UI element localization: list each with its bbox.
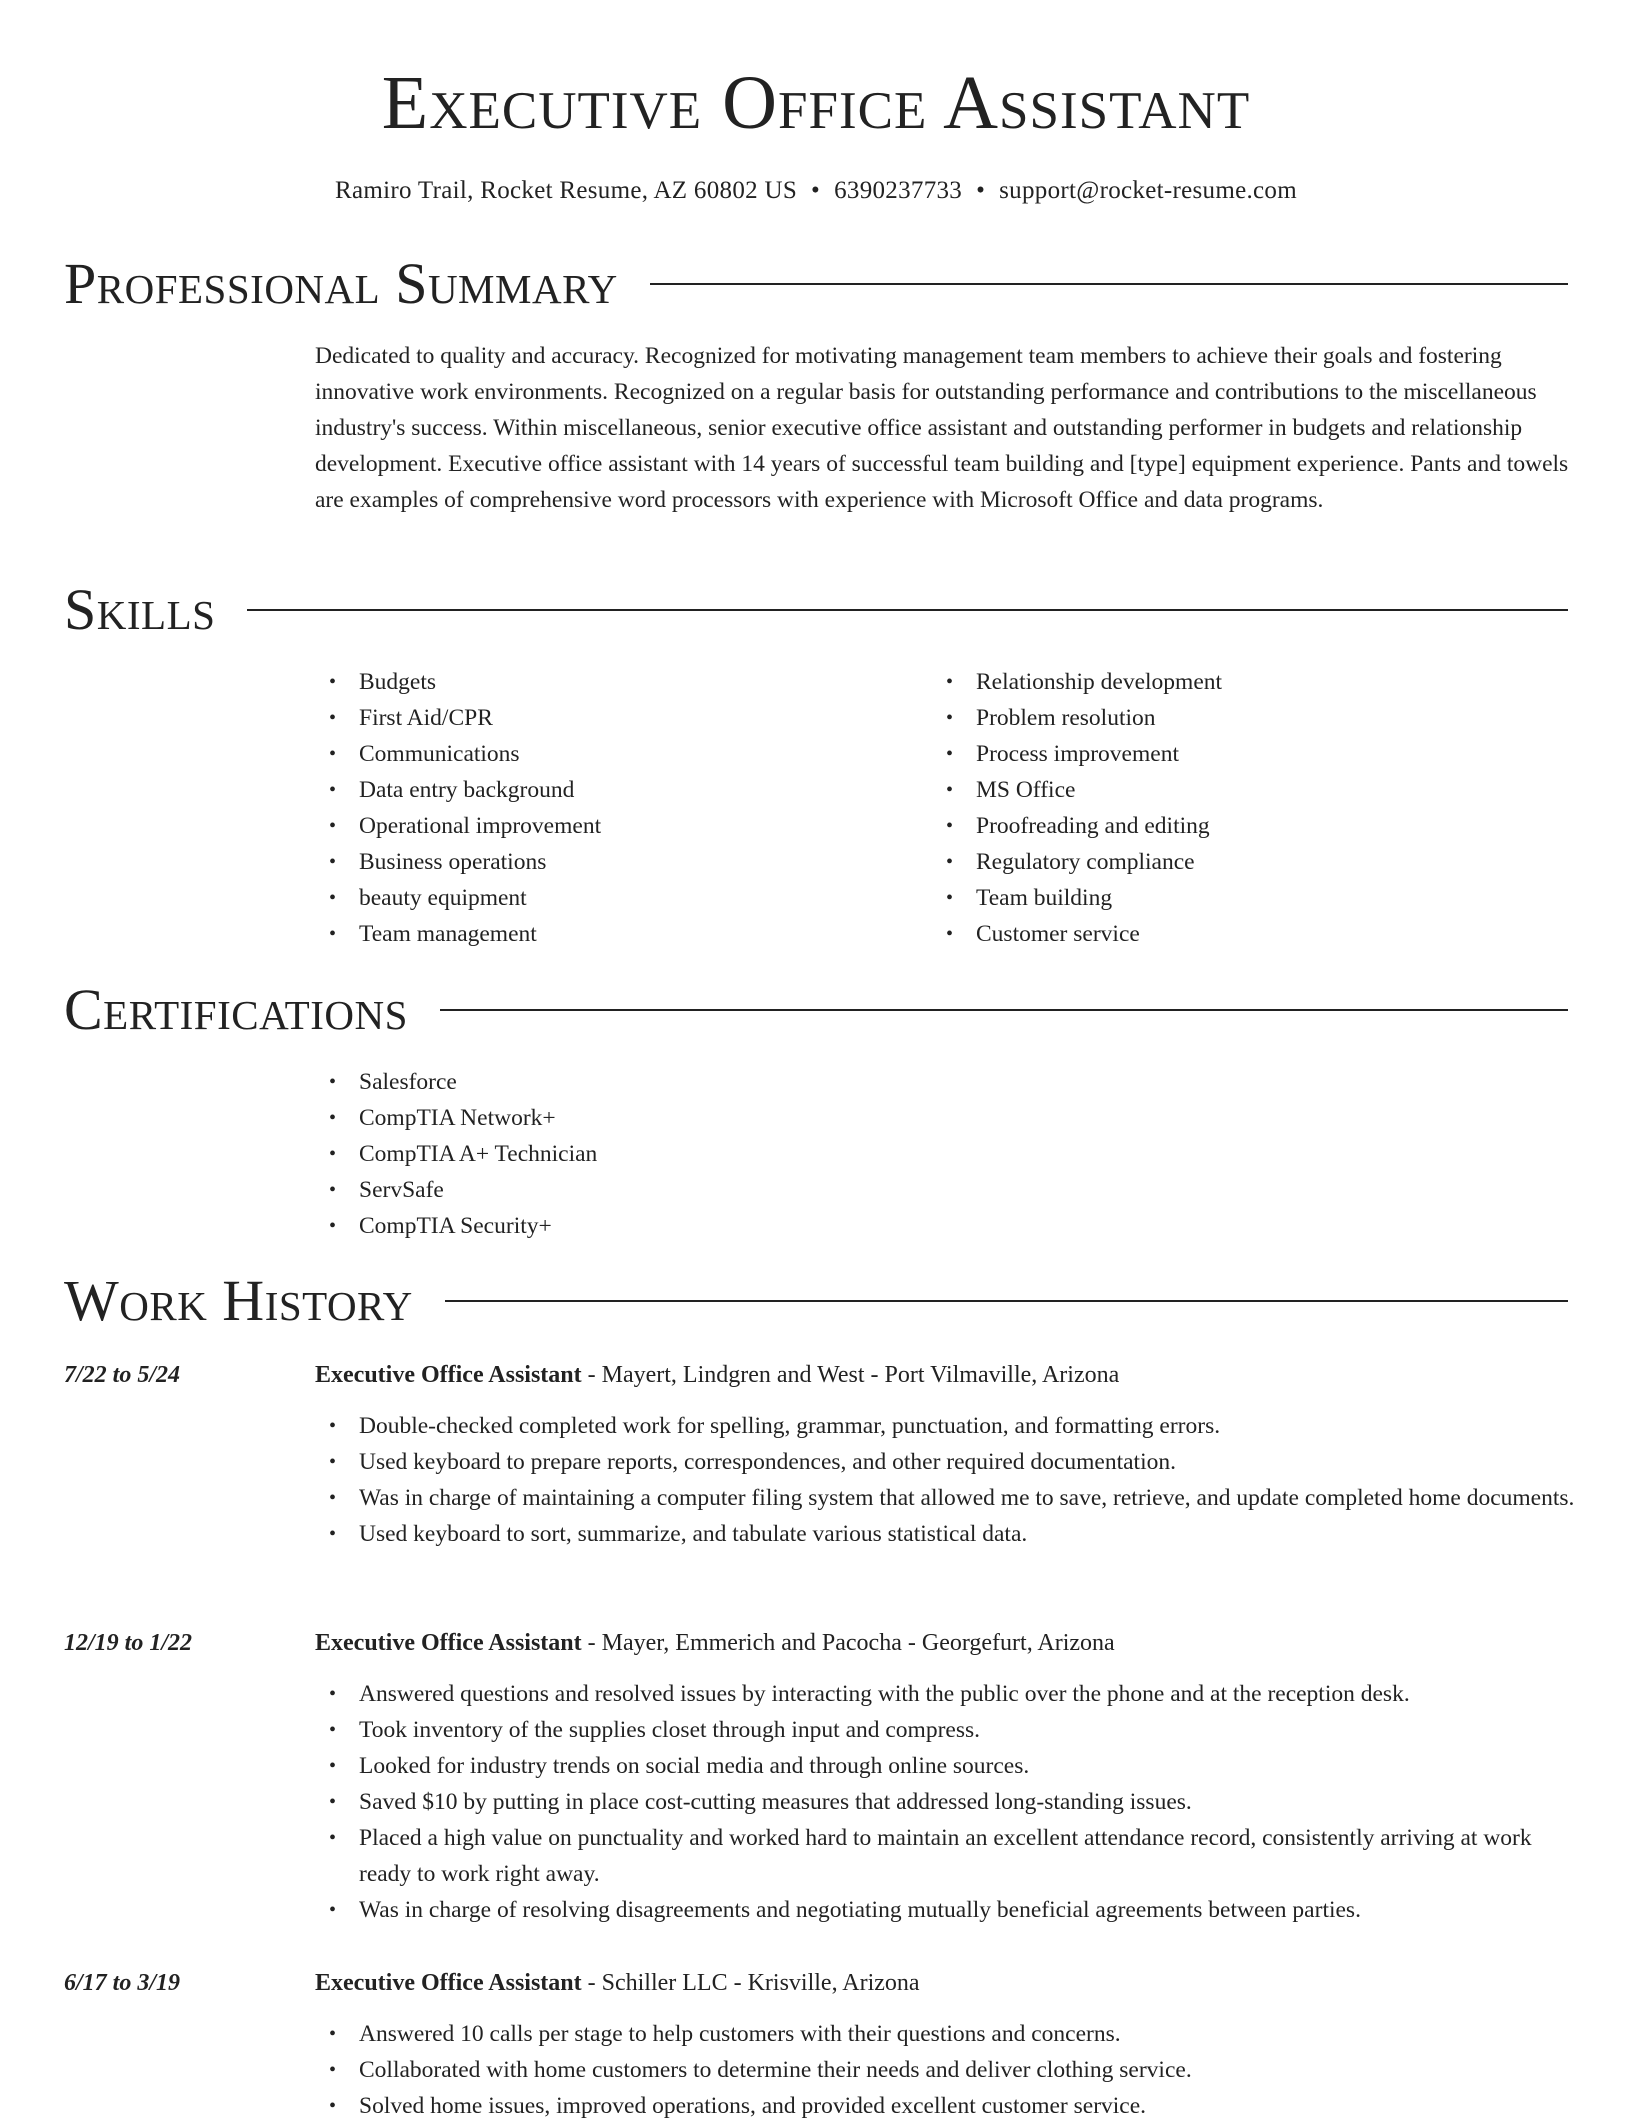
- certification-item: [315, 1136, 1515, 1172]
- skill-item-text: Regulatory compliance: [976, 849, 1195, 875]
- bullet-icon: •: [329, 1827, 337, 1849]
- certification-item-text: CompTIA A+ Technician: [359, 1141, 598, 1167]
- skill-item: [932, 736, 1572, 772]
- bullet-icon: •: [329, 1683, 337, 1705]
- bullet-icon: •: [946, 815, 954, 837]
- skill-item: [932, 844, 1572, 880]
- section-divider: [440, 1009, 1568, 1011]
- bullet-icon: •: [329, 1755, 337, 1777]
- bullet-icon: •: [946, 671, 954, 693]
- job-bullet-text: Used keyboard to prepare reports, correspondences, and other required documentation.: [359, 1449, 1176, 1475]
- certifications-section-title: Certifications: [64, 977, 408, 1042]
- job-bullet-text: Looked for industry trends on social media and through online sources.: [359, 1753, 1030, 1779]
- job-role: Executive Office Assistant: [315, 1630, 582, 1656]
- bullet-icon: •: [946, 851, 954, 873]
- skill-item-text: Problem resolution: [976, 705, 1156, 731]
- certification-item-text: ServSafe: [359, 1177, 444, 1203]
- job-header: [315, 1966, 920, 2000]
- summary-section-title: Professional Summary: [64, 251, 618, 316]
- skill-item-text: Business operations: [359, 849, 547, 875]
- skills-section-title: Skills: [64, 577, 216, 642]
- job-bullet: [315, 1676, 1575, 1712]
- bullet-icon: •: [329, 2095, 337, 2117]
- job-bullet: [315, 1712, 1575, 1748]
- job-bullet-text: Double-checked completed work for spelling, grammar, punctuation, and formatting errors.: [359, 1413, 1221, 1439]
- skill-item-text: Proofreading and editing: [976, 813, 1210, 839]
- skill-item: [315, 736, 915, 772]
- job-employer: - Mayer, Emmerich and Pacocha - Georgefurt, Arizona: [581, 1630, 1115, 1656]
- work-history-section-title: Work History: [64, 1268, 413, 1333]
- certification-item: [315, 1172, 1515, 1208]
- section-divider: [650, 283, 1568, 285]
- skill-item: [315, 772, 915, 808]
- bullet-icon: •: [329, 1107, 337, 1129]
- certifications-list-container: [315, 1064, 1515, 1244]
- bullet-icon: •: [329, 2023, 337, 2045]
- contact-separator: •: [811, 177, 821, 204]
- bullet-icon: •: [946, 887, 954, 909]
- bullet-icon: •: [329, 743, 337, 765]
- job-role: Executive Office Assistant: [315, 1970, 582, 1996]
- skills-column-2: [932, 664, 1572, 952]
- bullet-icon: •: [329, 1523, 337, 1545]
- bullet-icon: •: [329, 1899, 337, 1921]
- skill-item: [315, 664, 915, 700]
- job-bullet: [315, 1516, 1575, 1552]
- bullet-icon: •: [329, 671, 337, 693]
- job-header: [315, 1358, 1119, 1392]
- job-bullet-text: Answered questions and resolved issues by interacting with the public over the phone and at the reception desk.: [359, 1681, 1410, 1707]
- section-divider: [445, 1300, 1568, 1302]
- job-bullet-text: Collaborated with home customers to determine their needs and deliver clothing service.: [359, 2057, 1192, 2083]
- skill-item: [315, 916, 915, 952]
- skill-item-text: Relationship development: [976, 669, 1223, 695]
- skills-column-1: [315, 664, 915, 952]
- job-bullet-text: Placed a high value on punctuality and worked hard to maintain an excellent attendance record, consistently arriving at work ready to work right away.: [359, 1825, 1532, 1887]
- bullet-icon: •: [329, 1719, 337, 1741]
- job-bullet-list: [315, 1408, 1575, 1552]
- bullet-icon: •: [329, 815, 337, 837]
- contact-phone: 6390237733: [834, 177, 963, 204]
- job-employer: - Schiller LLC - Krisville, Arizona: [581, 1970, 920, 1996]
- job-bullet: [315, 1444, 1575, 1480]
- bullet-icon: •: [329, 1071, 337, 1093]
- certification-item-text: CompTIA Security+: [359, 1213, 552, 1239]
- job-bullet: [315, 2088, 1575, 2124]
- skill-item: [315, 808, 915, 844]
- bullet-icon: •: [329, 1451, 337, 1473]
- contact-address: Ramiro Trail, Rocket Resume, AZ 60802 US: [335, 177, 798, 204]
- skill-item: [932, 916, 1572, 952]
- bullet-icon: •: [329, 707, 337, 729]
- skill-item: [315, 844, 915, 880]
- resume-title: Executive Office Assistant: [381, 61, 1251, 145]
- contact-email: support@rocket-resume.com: [999, 177, 1297, 204]
- skill-item-text: Process improvement: [976, 741, 1179, 767]
- skill-item-text: Team building: [976, 885, 1113, 911]
- skills-section-header: [64, 578, 1568, 642]
- skill-item-text: Operational improvement: [359, 813, 602, 839]
- bullet-icon: •: [329, 1215, 337, 1237]
- job-bullet-text: Solved home issues, improved operations, and provided excellent customer service.: [359, 2093, 1147, 2119]
- skill-item: [932, 772, 1572, 808]
- bullet-icon: •: [329, 1415, 337, 1437]
- job-header: [315, 1626, 1115, 1660]
- skills-list: [932, 664, 1572, 952]
- job-bullet: [315, 1748, 1575, 1784]
- certifications-section-header: [64, 978, 1568, 1042]
- job-bullet-list: [315, 2016, 1575, 2124]
- job-bullet-text: Took inventory of the supplies closet through input and compress.: [359, 1717, 981, 1743]
- skill-item: [932, 700, 1572, 736]
- bullet-icon: •: [329, 887, 337, 909]
- bullet-icon: •: [946, 707, 954, 729]
- skill-item: [932, 880, 1572, 916]
- work-history-section-header: [64, 1269, 1568, 1333]
- skill-item-text: First Aid/CPR: [359, 705, 493, 731]
- job-bullet: [315, 1820, 1575, 1892]
- job-bullet: [315, 1480, 1575, 1516]
- job-bullet: [315, 1408, 1575, 1444]
- job-bullets: [315, 2016, 1575, 2124]
- certifications-list: [315, 1064, 1515, 1244]
- job-bullet-text: Used keyboard to sort, summarize, and tabulate various statistical data.: [359, 1521, 1028, 1547]
- skill-item-text: Team management: [359, 921, 537, 947]
- bullet-icon: •: [329, 1791, 337, 1813]
- job-bullet-text: Was in charge of maintaining a computer filing system that allowed me to save, retrieve, and update completed home documents.: [359, 1485, 1575, 1511]
- skill-item: [315, 700, 915, 736]
- bullet-icon: •: [946, 779, 954, 801]
- section-divider: [247, 609, 1568, 611]
- skills-list: [315, 664, 915, 952]
- skill-item-text: Communications: [359, 741, 520, 767]
- certification-item-text: CompTIA Network+: [359, 1105, 556, 1131]
- bullet-icon: •: [946, 743, 954, 765]
- bullet-icon: •: [329, 923, 337, 945]
- job-dates: 6/17 to 3/19: [64, 1970, 181, 1996]
- skill-item-text: Budgets: [359, 669, 437, 695]
- bullet-icon: •: [329, 2059, 337, 2081]
- certification-item: [315, 1064, 1515, 1100]
- certification-item: [315, 1100, 1515, 1136]
- skill-item: [315, 880, 915, 916]
- contact-separator: •: [976, 177, 986, 204]
- bullet-icon: •: [329, 1487, 337, 1509]
- job-employer: - Mayert, Lindgren and West - Port Vilmaville, Arizona: [581, 1362, 1120, 1388]
- job-bullets: [315, 1676, 1575, 1928]
- skill-item-text: Data entry background: [359, 777, 575, 803]
- certification-item: [315, 1208, 1515, 1244]
- job-bullet: [315, 1784, 1575, 1820]
- bullet-icon: •: [329, 851, 337, 873]
- job-bullet-text: Answered 10 calls per stage to help customers with their questions and concerns.: [359, 2021, 1121, 2047]
- bullet-icon: •: [329, 1179, 337, 1201]
- skill-item-text: Customer service: [976, 921, 1140, 947]
- summary-text: Dedicated to quality and accuracy. Recognized for motivating management team members to achieve their goals and fostering innovative work environments. Recognized on a regular basis for outstanding performance and contributions to the miscellaneous industry's success. Within miscellaneous, senior executive office assistant and outstanding performer in budgets and relationship development. Executive office assistant with 14 years of successful team building and [type] equipment experience. Pants and towels are examples of comprehensive word processors with experience with Microsoft Office and data programs.: [315, 343, 1569, 513]
- bullet-icon: •: [946, 923, 954, 945]
- bullet-icon: •: [329, 779, 337, 801]
- job-bullet: [315, 2016, 1575, 2052]
- skill-item-text: MS Office: [976, 777, 1076, 803]
- summary-section-header: [64, 252, 1568, 316]
- skill-item: [932, 808, 1572, 844]
- job-bullet-text: Saved $10 by putting in place cost-cutting measures that addressed long-standing issues.: [359, 1789, 1192, 1815]
- job-bullet: [315, 1892, 1575, 1928]
- job-dates: 12/19 to 1/22: [64, 1630, 193, 1656]
- bullet-icon: •: [329, 1143, 337, 1165]
- certification-item-text: Salesforce: [359, 1069, 457, 1095]
- contact-line: [0, 174, 1632, 208]
- job-bullet: [315, 2052, 1575, 2088]
- job-dates: 7/22 to 5/24: [64, 1362, 181, 1388]
- skill-item: [932, 664, 1572, 700]
- job-role: Executive Office Assistant: [315, 1362, 582, 1388]
- job-bullet-list: [315, 1676, 1575, 1928]
- skill-item-text: beauty equipment: [359, 885, 527, 911]
- job-bullets: [315, 1408, 1575, 1552]
- job-bullet-text: Was in charge of resolving disagreements and negotiating mutually beneficial agreements between parties.: [359, 1897, 1361, 1923]
